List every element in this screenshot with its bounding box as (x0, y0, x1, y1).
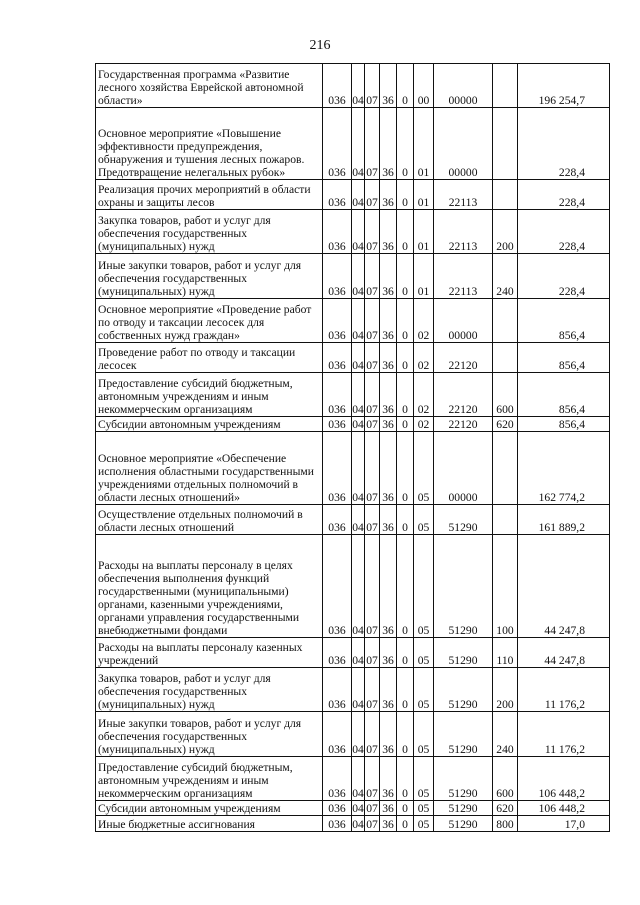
row-name-cell: Основное мероприятие «Повышение эффективности предупреждения, обнаружения и тушения лесных пожаров. Предотвращение нелегальных рубок» (96, 108, 323, 180)
table-row (96, 180, 610, 210)
subsection-code-cell: 07 (365, 299, 380, 343)
row-name-cell: Предоставление субсидий бюджетным, автономным учреждениям и иным некоммерческим организациям (96, 373, 323, 417)
program-code-cell: 36 (380, 299, 397, 343)
admin-code-cell: 036 (323, 638, 352, 668)
expense-type-code-cell: 200 (493, 668, 518, 712)
amount-cell: 106 448,2 (518, 757, 610, 801)
main-activity-code-cell: 02 (414, 343, 434, 373)
expense-direction-code-cell: 51290 (434, 505, 493, 535)
amount-cell: 856,4 (518, 373, 610, 417)
main-activity-code-cell: 05 (414, 712, 434, 757)
admin-code-cell: 036 (323, 343, 352, 373)
expense-direction-code-cell: 51290 (434, 712, 493, 757)
main-activity-code-cell: 01 (414, 210, 434, 254)
expense-direction-code-cell: 22113 (434, 180, 493, 210)
main-activity-code-cell: 05 (414, 505, 434, 535)
page-number: 216 (309, 38, 331, 53)
expense-direction-code-cell: 00000 (434, 299, 493, 343)
section-code-cell: 04 (352, 816, 365, 832)
subsection-code-cell: 07 (365, 343, 380, 373)
main-activity-code-cell: 00 (414, 64, 434, 108)
subsection-code-cell: 07 (365, 432, 380, 505)
section-code-cell: 04 (352, 254, 365, 299)
program-code-cell: 36 (380, 254, 397, 299)
amount-cell: 228,4 (518, 108, 610, 180)
program-code-cell: 36 (380, 712, 397, 757)
expense-direction-code-cell: 51290 (434, 757, 493, 801)
subprogram-code-cell: 0 (397, 254, 414, 299)
subprogram-code-cell: 0 (397, 638, 414, 668)
section-code-cell: 04 (352, 757, 365, 801)
amount-cell: 228,4 (518, 254, 610, 299)
program-code-cell: 36 (380, 417, 397, 432)
admin-code-cell: 036 (323, 299, 352, 343)
subsection-code-cell: 07 (365, 816, 380, 832)
expense-type-code-cell (493, 64, 518, 108)
amount-cell: 44 247,8 (518, 638, 610, 668)
section-code-cell: 04 (352, 210, 365, 254)
table-body (96, 64, 610, 832)
program-code-cell: 36 (380, 180, 397, 210)
main-activity-code-cell: 02 (414, 299, 434, 343)
expense-type-code-cell (493, 108, 518, 180)
section-code-cell: 04 (352, 343, 365, 373)
amount-cell: 162 774,2 (518, 432, 610, 505)
expense-direction-code-cell: 22120 (434, 417, 493, 432)
subprogram-code-cell: 0 (397, 757, 414, 801)
row-name-cell: Субсидии автономным учреждениям (96, 801, 323, 816)
amount-cell: 161 889,2 (518, 505, 610, 535)
expense-direction-code-cell: 00000 (434, 64, 493, 108)
main-activity-code-cell: 05 (414, 535, 434, 638)
admin-code-cell: 036 (323, 432, 352, 505)
subsection-code-cell: 07 (365, 535, 380, 638)
expense-direction-code-cell: 51290 (434, 801, 493, 816)
program-code-cell: 36 (380, 210, 397, 254)
subsection-code-cell: 07 (365, 210, 380, 254)
program-code-cell: 36 (380, 535, 397, 638)
expense-direction-code-cell: 00000 (434, 108, 493, 180)
subprogram-code-cell: 0 (397, 816, 414, 832)
expense-direction-code-cell: 22113 (434, 254, 493, 299)
section-code-cell: 04 (352, 802, 364, 815)
row-name-cell: Расходы на выплаты персоналу казенных учреждений (96, 638, 323, 668)
subprogram-code-cell: 0 (397, 712, 414, 757)
subsection-code-cell: 07 (365, 505, 380, 535)
program-code-cell: 36 (380, 801, 397, 816)
admin-code-cell: 036 (323, 210, 352, 254)
expense-type-code-cell: 600 (493, 757, 518, 801)
section-code-cell: 04 (352, 373, 365, 417)
subprogram-code-cell: 0 (397, 432, 414, 505)
amount-cell: 17,0 (518, 816, 610, 832)
expense-type-code-cell: 100 (493, 535, 518, 638)
main-activity-code-cell: 05 (414, 801, 434, 816)
row-name-cell: Проведение работ по отводу и таксации лесосек (96, 343, 323, 373)
subprogram-code-cell: 0 (397, 343, 414, 373)
subsection-code-cell: 07 (365, 638, 380, 668)
expense-type-code-cell: 200 (493, 210, 518, 254)
expense-direction-code-cell: 22113 (434, 210, 493, 254)
amount-cell: 228,4 (518, 180, 610, 210)
section-code-cell: 04 (352, 180, 365, 210)
expense-type-code-cell (493, 299, 518, 343)
section-code-cell: 04 (352, 638, 365, 668)
expense-type-code-cell (493, 432, 518, 505)
subprogram-code-cell: 0 (397, 417, 414, 432)
table-row (96, 801, 610, 816)
admin-code-cell: 036 (323, 816, 352, 832)
subprogram-code-cell: 0 (397, 210, 414, 254)
subsection-code-cell: 07 (365, 64, 380, 108)
row-name-cell: Иные закупки товаров, работ и услуг для обеспечения государственных (муниципальных) нужд (96, 254, 323, 299)
table-row (96, 432, 610, 505)
table-row (96, 505, 610, 535)
section-code-cell: 04 (352, 505, 365, 535)
program-code-cell: 36 (380, 638, 397, 668)
table-row (96, 417, 610, 432)
admin-code-cell: 036 (323, 505, 352, 535)
subsection-code-cell: 07 (365, 180, 380, 210)
amount-cell: 856,4 (518, 343, 610, 373)
amount-cell: 856,4 (518, 417, 610, 432)
section-code-cell: 04 (352, 668, 365, 712)
expense-type-code-cell: 620 (493, 801, 518, 816)
admin-code-cell: 036 (323, 254, 352, 299)
subprogram-code-cell: 0 (397, 64, 414, 108)
table-row (96, 535, 610, 638)
row-name-cell: Осуществление отдельных полномочий в области лесных отношений (96, 505, 323, 535)
subprogram-code-cell: 0 (397, 373, 414, 417)
row-name-cell: Закупка товаров, работ и услуг для обеспечения государственных (муниципальных) нужд (96, 210, 323, 254)
expense-type-code-cell: 800 (493, 816, 518, 832)
table-row (96, 108, 610, 180)
admin-code-cell: 036 (323, 64, 352, 108)
subsection-code-cell: 07 (366, 802, 378, 815)
section-code-cell: 04 (352, 108, 365, 180)
table-row (96, 712, 610, 757)
amount-cell: 11 176,2 (518, 668, 610, 712)
row-name-cell: Предоставление субсидий бюджетным, автономным учреждениям и иным некоммерческим организациям (96, 757, 323, 801)
program-code-cell: 36 (380, 668, 397, 712)
amount-cell: 196 254,7 (518, 64, 610, 108)
admin-code-cell: 036 (323, 417, 352, 432)
section-code-cell: 04 (352, 299, 365, 343)
main-activity-code-cell: 05 (414, 816, 434, 832)
admin-code-cell: 036 (323, 373, 352, 417)
expense-direction-code-cell: 22120 (434, 373, 493, 417)
program-code-cell: 36 (380, 757, 397, 801)
program-code-cell: 36 (380, 108, 397, 180)
table-row (96, 254, 610, 299)
subsection-code-cell: 07 (365, 712, 380, 757)
subsection-code-cell: 07 (365, 108, 380, 180)
admin-code-cell: 036 (323, 535, 352, 638)
row-name-cell: Иные закупки товаров, работ и услуг для обеспечения государственных (муниципальных) нужд (96, 712, 323, 757)
main-activity-code-cell: 01 (414, 180, 434, 210)
admin-code-cell: 036 (323, 108, 352, 180)
expense-direction-code-cell: 00000 (434, 432, 493, 505)
admin-code-cell: 036 (323, 668, 352, 712)
subsection-code-cell: 07 (365, 668, 380, 712)
expense-type-code-cell (493, 343, 518, 373)
expense-direction-code-cell: 22120 (434, 343, 493, 373)
admin-code-cell: 036 (323, 180, 352, 210)
section-code-cell: 04 (352, 712, 365, 757)
program-code-cell: 36 (380, 343, 397, 373)
amount-cell: 856,4 (518, 299, 610, 343)
main-activity-code-cell: 05 (414, 757, 434, 801)
main-activity-code-cell: 05 (414, 638, 434, 668)
main-activity-code-cell: 02 (414, 417, 434, 432)
row-name-cell: Основное мероприятие «Обеспечение исполнения областными государственными учреждениями отдельных полномочий в области лесных отношений» (96, 432, 323, 505)
row-name-cell: Государственная программа «Развитие лесного хозяйства Еврейской автономной области» (96, 64, 323, 108)
subprogram-code-cell: 0 (397, 801, 414, 816)
subsection-code-cell: 07 (365, 757, 380, 801)
table-row (96, 64, 610, 108)
table-row (96, 343, 610, 373)
subsection-code-cell: 07 (366, 418, 378, 431)
program-code-cell: 36 (380, 432, 397, 505)
section-code-cell: 04 (352, 535, 365, 638)
main-activity-code-cell: 05 (414, 668, 434, 712)
expense-type-code-cell: 110 (493, 638, 518, 668)
expense-type-code-cell: 240 (493, 254, 518, 299)
amount-cell: 106 448,2 (518, 801, 610, 816)
program-code-cell: 36 (380, 373, 397, 417)
subprogram-code-cell: 0 (397, 108, 414, 180)
row-name-cell: Закупка товаров, работ и услуг для обеспечения государственных (муниципальных) нужд (96, 668, 323, 712)
main-activity-code-cell: 05 (414, 432, 434, 505)
row-name-cell: Основное мероприятие «Проведение работ по отводу и таксации лесосек для собственных нужд граждан» (96, 299, 323, 343)
subsection-code-cell: 07 (365, 373, 380, 417)
expense-direction-code-cell: 51290 (434, 816, 493, 832)
subprogram-code-cell: 0 (397, 535, 414, 638)
amount-cell: 11 176,2 (518, 712, 610, 757)
row-name-cell: Реализация прочих мероприятий в области охраны и защиты лесов (96, 180, 323, 210)
table-row (96, 757, 610, 801)
table-row (96, 816, 610, 832)
amount-cell: 44 247,8 (518, 535, 610, 638)
section-code-cell: 04 (352, 432, 365, 505)
main-activity-code-cell: 02 (414, 373, 434, 417)
expense-direction-code-cell: 51290 (434, 638, 493, 668)
row-name-cell: Субсидии автономным учреждениям (96, 417, 323, 432)
main-activity-code-cell: 01 (414, 108, 434, 180)
budget-table (95, 63, 610, 832)
expense-type-code-cell: 240 (493, 712, 518, 757)
table-row (96, 299, 610, 343)
subprogram-code-cell: 0 (397, 180, 414, 210)
row-name-cell: Иные бюджетные ассигнования (96, 816, 323, 832)
table-row (96, 668, 610, 712)
expense-type-code-cell: 620 (493, 417, 518, 432)
table-row (96, 638, 610, 668)
expense-direction-code-cell: 51290 (434, 535, 493, 638)
main-activity-code-cell: 01 (414, 254, 434, 299)
section-code-cell: 04 (352, 64, 365, 108)
admin-code-cell: 036 (323, 757, 352, 801)
admin-code-cell: 036 (323, 712, 352, 757)
row-name-cell: Расходы на выплаты персоналу в целях обеспечения выполнения функций государственными (муниципальными) органами, казенными учреждениями, органами управления государственными внебюджетными фондами (96, 535, 323, 638)
table-row (96, 210, 610, 254)
admin-code-cell: 036 (323, 801, 352, 816)
amount-cell: 228,4 (518, 210, 610, 254)
expense-type-code-cell (493, 505, 518, 535)
expense-type-code-cell: 600 (493, 373, 518, 417)
subprogram-code-cell: 0 (397, 668, 414, 712)
expense-type-code-cell (493, 180, 518, 210)
table-row (96, 373, 610, 417)
expense-direction-code-cell: 51290 (434, 668, 493, 712)
section-code-cell: 04 (352, 418, 364, 431)
subprogram-code-cell: 0 (397, 299, 414, 343)
subsection-code-cell: 07 (365, 254, 380, 299)
subprogram-code-cell: 0 (397, 505, 414, 535)
program-code-cell: 36 (380, 64, 397, 108)
program-code-cell: 36 (380, 816, 397, 832)
program-code-cell: 36 (380, 505, 397, 535)
